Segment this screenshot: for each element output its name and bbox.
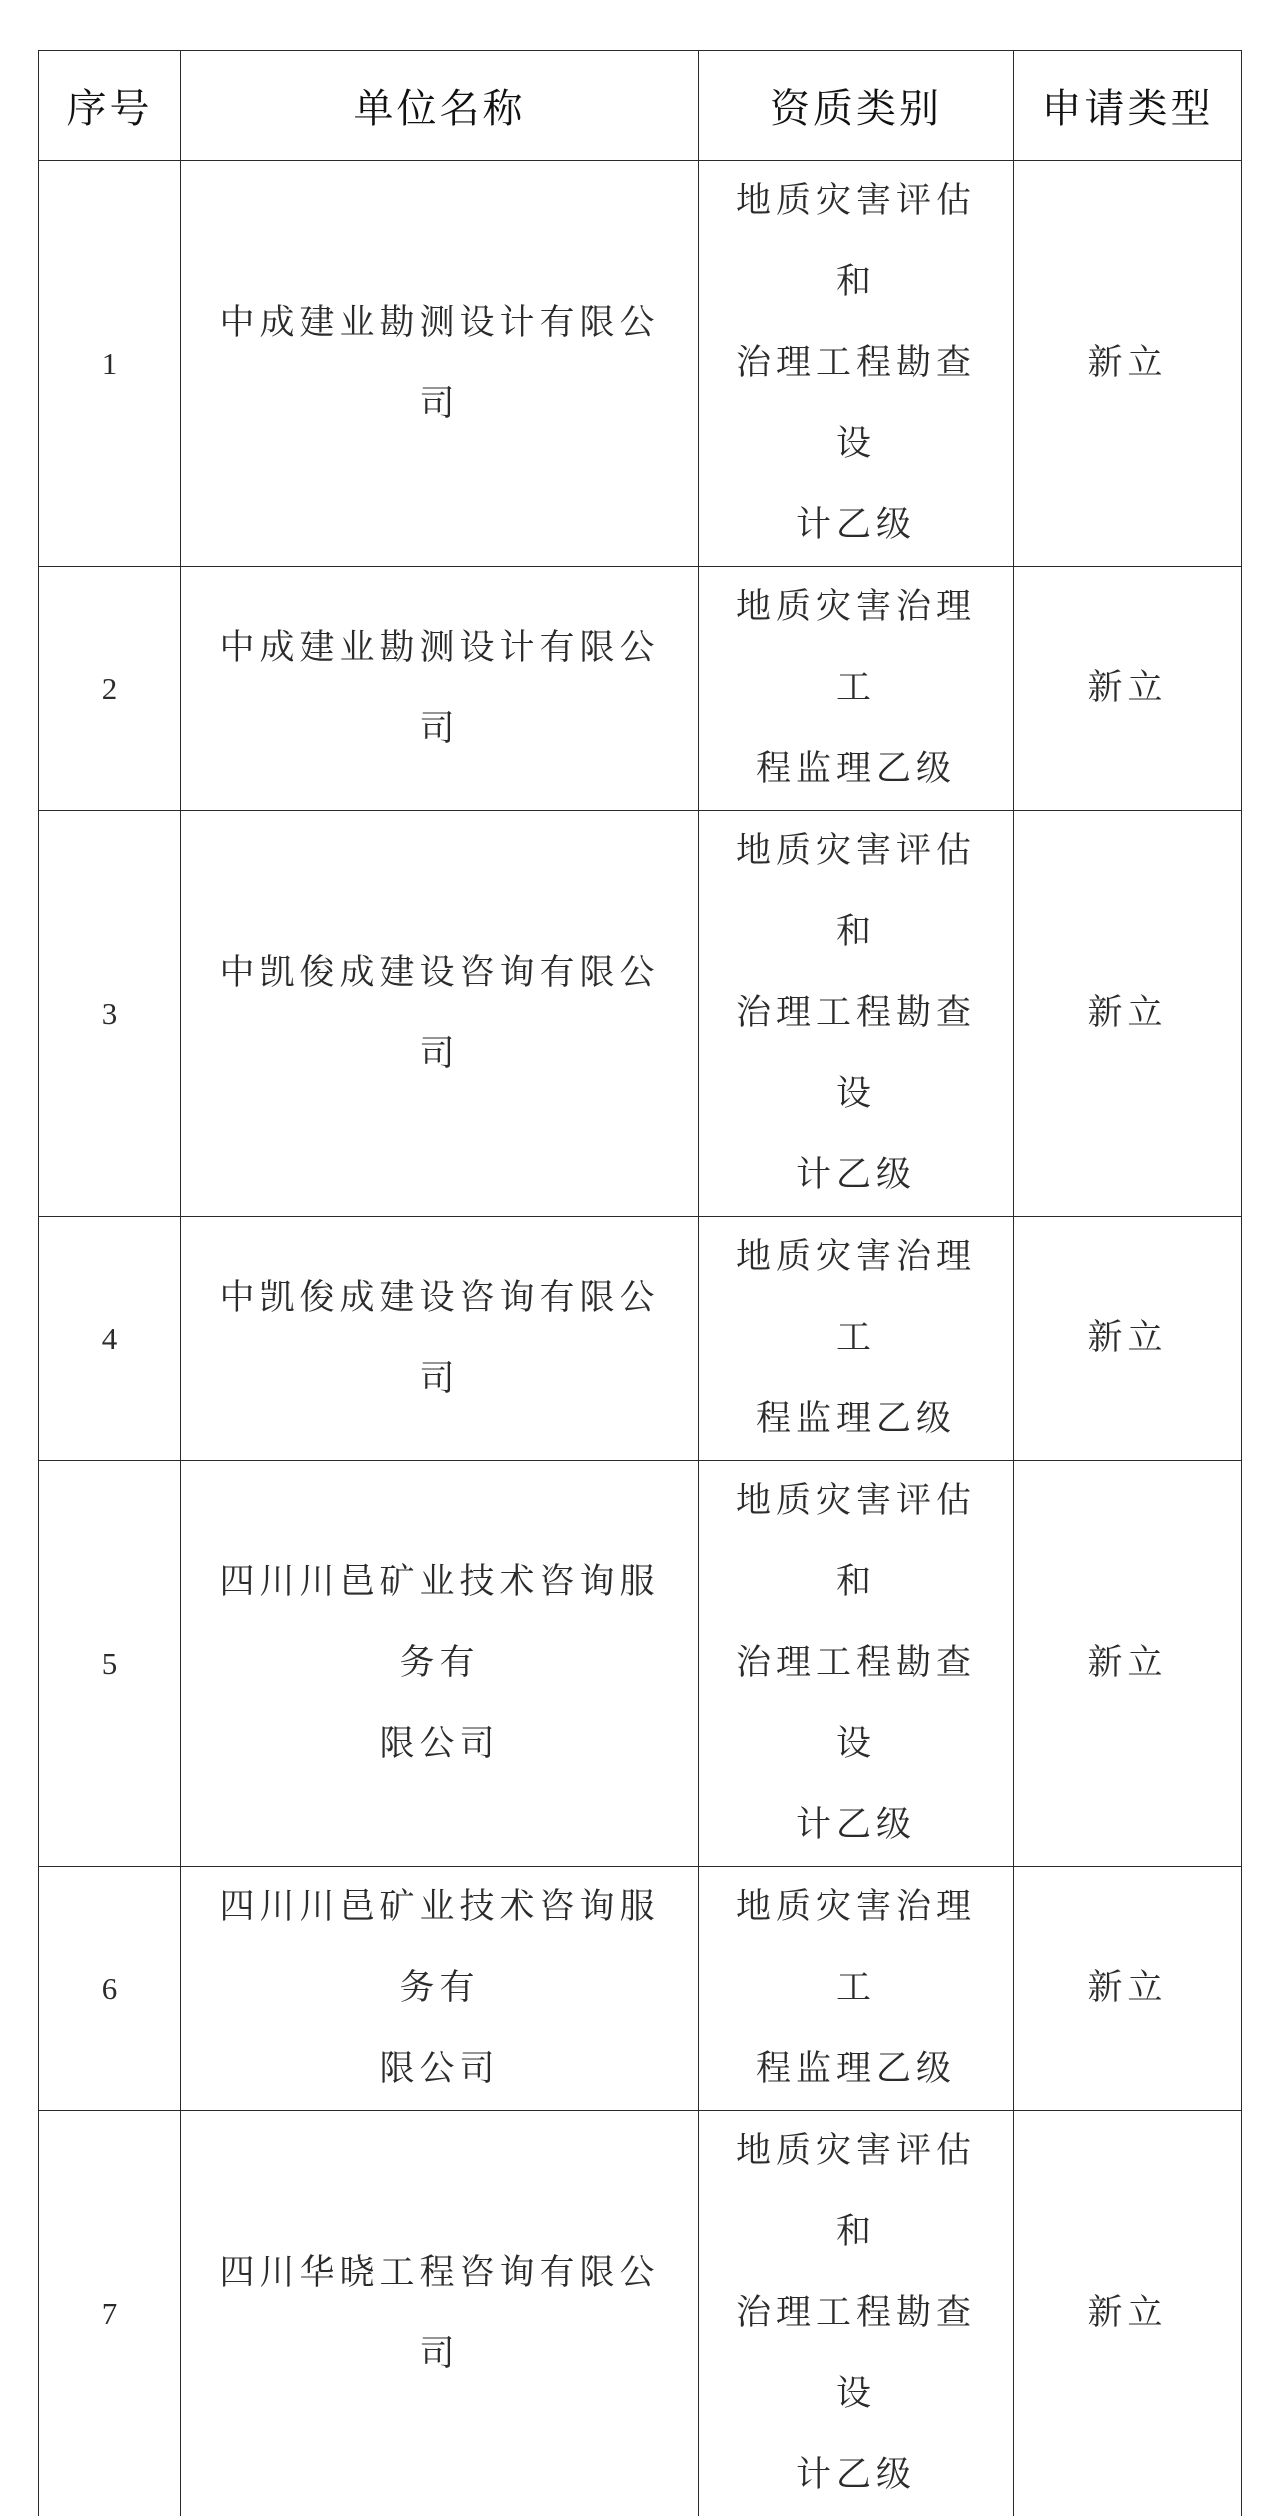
row-qualification (699, 2111, 1014, 2516)
header-index: 序号 (39, 51, 181, 161)
company-line: 四川川邑矿业技术咨询服务有 (207, 1542, 672, 1704)
row-company (181, 1217, 699, 1461)
row-qualification (699, 1461, 1014, 1867)
company-line: 四川华晓工程咨询有限公司 (207, 2233, 672, 2395)
row-qualification (699, 567, 1014, 811)
qualification-line: 地质灾害治理工 (721, 567, 991, 729)
qualification-line: 地质灾害治理工 (721, 1217, 991, 1379)
qualification-line: 治理工程勘查设 (721, 2273, 991, 2435)
table-row (39, 811, 1242, 1217)
row-qualification (699, 811, 1014, 1217)
qualification-line: 计乙级 (721, 1785, 991, 1866)
qualification-line: 地质灾害评估和 (721, 161, 991, 323)
row-company (181, 1867, 699, 2111)
table-row (39, 161, 1242, 567)
company-line: 中凯俊成建设咨询有限公司 (207, 1258, 672, 1420)
row-application-type: 新立 (1014, 811, 1242, 1217)
row-index: 3 (39, 811, 181, 1217)
table-row (39, 1217, 1242, 1461)
qualification-line: 治理工程勘查设 (721, 1623, 991, 1785)
header-qualification: 资质类别 (699, 51, 1014, 161)
row-company (181, 161, 699, 567)
table-header-row (39, 51, 1242, 161)
company-line: 中成建业勘测设计有限公司 (207, 283, 672, 445)
table-row (39, 1461, 1242, 1867)
row-application-type: 新立 (1014, 161, 1242, 567)
company-line: 中成建业勘测设计有限公司 (207, 608, 672, 770)
qualification-line: 计乙级 (721, 2435, 991, 2516)
row-company (181, 811, 699, 1217)
qualification-line: 计乙级 (721, 1135, 991, 1216)
row-application-type: 新立 (1014, 567, 1242, 811)
row-qualification (699, 1867, 1014, 2111)
company-line: 中凯俊成建设咨询有限公司 (207, 933, 672, 1095)
row-index: 1 (39, 161, 181, 567)
row-qualification (699, 161, 1014, 567)
qualification-line: 地质灾害评估和 (721, 2111, 991, 2273)
row-application-type: 新立 (1014, 2111, 1242, 2516)
row-company (181, 567, 699, 811)
row-application-type: 新立 (1014, 1867, 1242, 2111)
row-index: 5 (39, 1461, 181, 1867)
qualification-line: 程监理乙级 (721, 729, 991, 810)
qualification-line: 地质灾害评估和 (721, 811, 991, 973)
qualification-table-container (38, 50, 1242, 2516)
qualification-line: 程监理乙级 (721, 2029, 991, 2110)
company-line: 四川川邑矿业技术咨询服务有 (207, 1867, 672, 2029)
row-company (181, 2111, 699, 2516)
qualification-line: 地质灾害评估和 (721, 1461, 991, 1623)
row-qualification (699, 1217, 1014, 1461)
header-application-type: 申请类型 (1014, 51, 1242, 161)
table-row (39, 2111, 1242, 2516)
row-company (181, 1461, 699, 1867)
qualification-line: 程监理乙级 (721, 1379, 991, 1460)
row-index: 4 (39, 1217, 181, 1461)
qualification-line: 地质灾害治理工 (721, 1867, 991, 2029)
company-line: 限公司 (207, 1704, 672, 1785)
row-application-type: 新立 (1014, 1461, 1242, 1867)
header-company: 单位名称 (181, 51, 699, 161)
row-index: 2 (39, 567, 181, 811)
table-row (39, 567, 1242, 811)
qualification-line: 治理工程勘查设 (721, 323, 991, 485)
company-line: 限公司 (207, 2029, 672, 2110)
row-index: 7 (39, 2111, 181, 2516)
row-index: 6 (39, 1867, 181, 2111)
row-application-type: 新立 (1014, 1217, 1242, 1461)
qualification-line: 治理工程勘查设 (721, 973, 991, 1135)
qualification-line: 计乙级 (721, 485, 991, 566)
table-row (39, 1867, 1242, 2111)
qualification-table (38, 50, 1242, 2516)
